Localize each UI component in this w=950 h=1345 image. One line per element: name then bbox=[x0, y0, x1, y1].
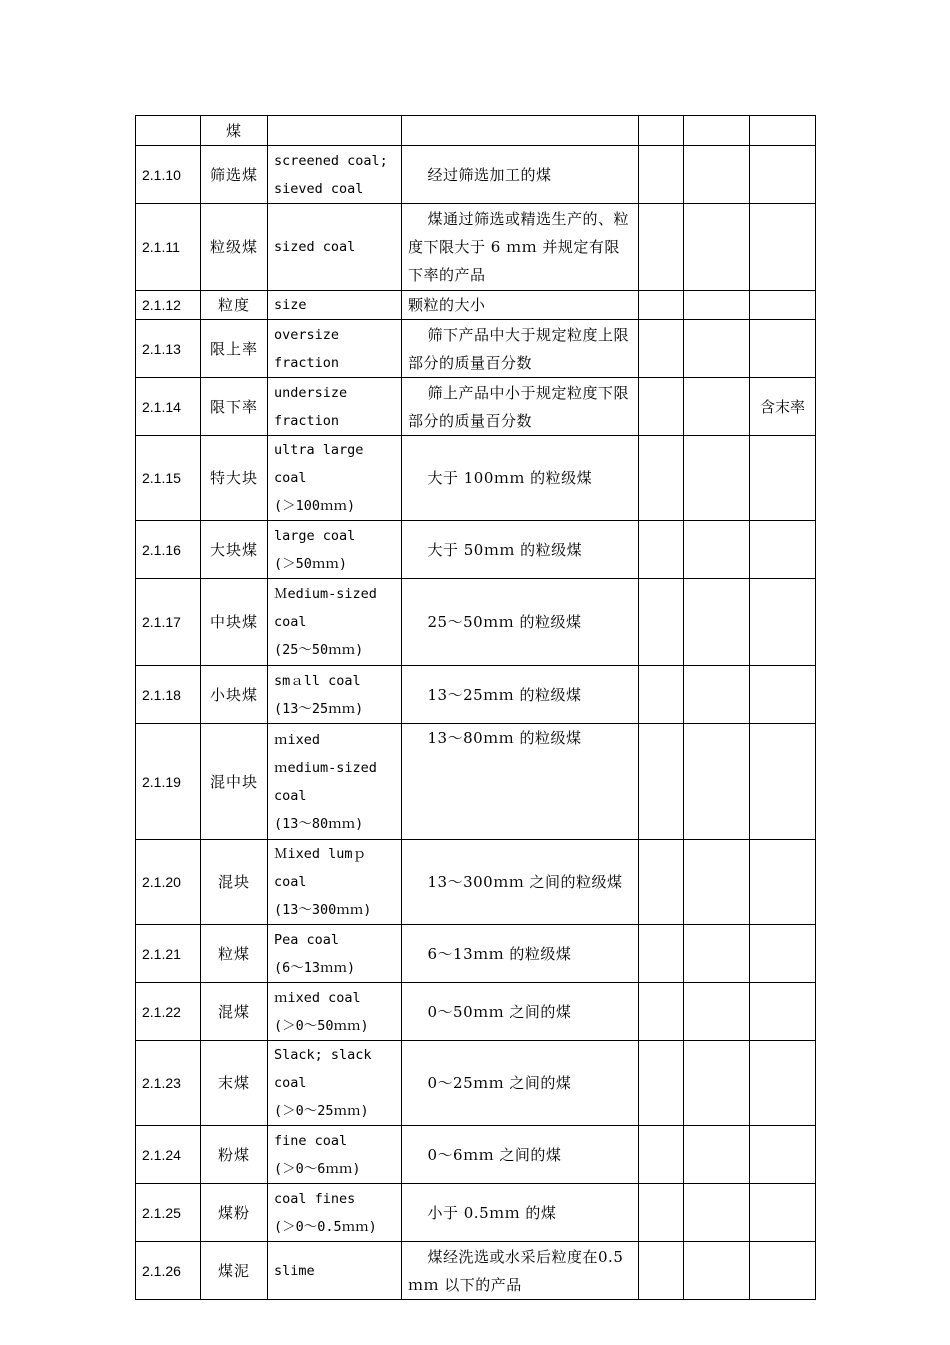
term-number: 2.1.19 bbox=[136, 724, 201, 840]
term-definition bbox=[402, 666, 639, 724]
term-number: 2.1.17 bbox=[136, 579, 201, 666]
table-row bbox=[136, 925, 816, 983]
term-definition-text: 25～50ｍｍ 的粒级煤 bbox=[427, 613, 582, 631]
term-english: ｍixed coal (＞0～50ｍｍ) bbox=[268, 983, 402, 1041]
blank-cell bbox=[684, 925, 750, 983]
term-definition-text: 13～80ｍｍ 的粒级煤 bbox=[427, 729, 582, 747]
term-definition bbox=[402, 521, 639, 579]
term-chinese: 粒度 bbox=[201, 291, 268, 320]
term-english: large coal (＞50ｍｍ) bbox=[268, 521, 402, 579]
term-note: 含末率 bbox=[750, 378, 816, 436]
blank-cell bbox=[684, 1184, 750, 1242]
term-chinese: 粉煤 bbox=[201, 1126, 268, 1184]
blank-cell bbox=[639, 204, 684, 291]
blank-cell bbox=[639, 840, 684, 925]
term-english: Pea coal (6～13ｍｍ) bbox=[268, 925, 402, 983]
term-definition-text: 颗粒的大小 bbox=[408, 296, 486, 314]
term-definition-text: 13～25ｍｍ 的粒级煤 bbox=[427, 685, 582, 704]
term-chinese: 大块煤 bbox=[201, 521, 268, 579]
term-definition bbox=[402, 320, 639, 378]
term-english: Ｍedium-sized coal (25～50ｍｍ) bbox=[268, 579, 402, 666]
blank-cell bbox=[639, 579, 684, 666]
term-definition-text: 经过筛选加工的煤 bbox=[427, 165, 552, 184]
terms-table bbox=[135, 115, 816, 1300]
table-row bbox=[136, 983, 816, 1041]
term-definition bbox=[402, 724, 639, 840]
term-note bbox=[750, 320, 816, 378]
term-definition bbox=[402, 579, 639, 666]
term-number: 2.1.10 bbox=[136, 146, 201, 204]
term-note bbox=[750, 521, 816, 579]
term-chinese: 末煤 bbox=[201, 1041, 268, 1126]
table-row bbox=[136, 116, 816, 146]
term-number: 2.1.11 bbox=[136, 204, 201, 291]
blank-cell bbox=[639, 1184, 684, 1242]
term-english: screened coal; sieved coal bbox=[268, 146, 402, 204]
table-row bbox=[136, 521, 816, 579]
table-row bbox=[136, 1126, 816, 1184]
term-chinese: 煤 bbox=[201, 116, 268, 146]
terms-table-body bbox=[136, 116, 816, 1300]
blank-cell bbox=[684, 378, 750, 436]
term-note bbox=[750, 840, 816, 925]
term-english: fine coal (＞0～6ｍｍ) bbox=[268, 1126, 402, 1184]
blank-cell bbox=[639, 436, 684, 521]
table-row bbox=[136, 378, 816, 436]
table-row bbox=[136, 320, 816, 378]
term-definition-text: 筛上产品中小于规定粒度下限部分的质量百分数 bbox=[408, 383, 630, 430]
term-chinese: 煤粉 bbox=[201, 1184, 268, 1242]
term-note bbox=[750, 291, 816, 320]
blank-cell bbox=[639, 925, 684, 983]
blank-cell bbox=[639, 291, 684, 320]
blank-cell bbox=[639, 1126, 684, 1184]
blank-cell bbox=[639, 724, 684, 840]
term-note bbox=[750, 925, 816, 983]
table-row bbox=[136, 204, 816, 291]
term-note bbox=[750, 146, 816, 204]
blank-cell bbox=[684, 724, 750, 840]
term-definition bbox=[402, 925, 639, 983]
term-number: 2.1.12 bbox=[136, 291, 201, 320]
table-row bbox=[136, 666, 816, 724]
term-number: 2.1.16 bbox=[136, 521, 201, 579]
term-number: 2.1.13 bbox=[136, 320, 201, 378]
term-note bbox=[750, 666, 816, 724]
term-number: 2.1.21 bbox=[136, 925, 201, 983]
term-number: 2.1.18 bbox=[136, 666, 201, 724]
term-number bbox=[136, 116, 201, 146]
term-note bbox=[750, 724, 816, 840]
blank-cell bbox=[684, 579, 750, 666]
term-definition bbox=[402, 1126, 639, 1184]
term-chinese: 煤泥 bbox=[201, 1242, 268, 1300]
term-chinese: 混块 bbox=[201, 840, 268, 925]
term-definition-text: 大于 100ｍｍ 的粒级煤 bbox=[427, 469, 593, 487]
table-row bbox=[136, 579, 816, 666]
term-note bbox=[750, 1126, 816, 1184]
term-definition-text: 0～6ｍｍ 之间的煤 bbox=[427, 1145, 562, 1164]
term-english: smａll coal (13～25ｍｍ) bbox=[268, 666, 402, 724]
table-row bbox=[136, 840, 816, 925]
blank-cell bbox=[684, 436, 750, 521]
term-definition-text: 煤通过筛选或精选生产的、粒度下限大于 6 ｍｍ 并规定有限下率的产品 bbox=[408, 210, 630, 284]
term-chinese: 特大块 bbox=[201, 436, 268, 521]
table-row bbox=[136, 291, 816, 320]
term-chinese: 粒煤 bbox=[201, 925, 268, 983]
blank-cell bbox=[639, 320, 684, 378]
term-definition-text: 6～13ｍｍ 的粒级煤 bbox=[427, 944, 572, 963]
term-english: Slack; slack coal (＞0～25ｍｍ) bbox=[268, 1041, 402, 1126]
table-row bbox=[136, 1242, 816, 1300]
blank-cell bbox=[684, 116, 750, 146]
table-row bbox=[136, 1041, 816, 1126]
term-english: slime bbox=[268, 1242, 402, 1300]
term-definition-text: 小于 0.5ｍｍ 的煤 bbox=[427, 1203, 557, 1222]
term-number: 2.1.20 bbox=[136, 840, 201, 925]
term-definition-text: 大于 50ｍｍ 的粒级煤 bbox=[427, 540, 583, 559]
table-row bbox=[136, 724, 816, 840]
term-definition-text: 0～50ｍｍ 之间的煤 bbox=[427, 1002, 572, 1021]
term-number: 2.1.22 bbox=[136, 983, 201, 1041]
term-chinese: 限上率 bbox=[201, 320, 268, 378]
term-chinese: 中块煤 bbox=[201, 579, 268, 666]
term-english: sized coal bbox=[268, 204, 402, 291]
blank-cell bbox=[684, 320, 750, 378]
blank-cell bbox=[684, 1126, 750, 1184]
term-english: size bbox=[268, 291, 402, 320]
term-definition bbox=[402, 116, 639, 146]
blank-cell bbox=[684, 666, 750, 724]
term-definition-text: 煤经洗选或水采后粒度在0.5ｍｍ 以下的产品 bbox=[408, 1247, 624, 1294]
blank-cell bbox=[639, 983, 684, 1041]
table-row bbox=[136, 146, 816, 204]
term-english: ultra large coal (＞100ｍｍ) bbox=[268, 436, 402, 521]
term-number: 2.1.15 bbox=[136, 436, 201, 521]
term-definition bbox=[402, 146, 639, 204]
table-row bbox=[136, 436, 816, 521]
blank-cell bbox=[639, 666, 684, 724]
blank-cell bbox=[684, 146, 750, 204]
term-chinese: 小块煤 bbox=[201, 666, 268, 724]
blank-cell bbox=[684, 291, 750, 320]
term-english bbox=[268, 116, 402, 146]
term-number: 2.1.23 bbox=[136, 1041, 201, 1126]
term-chinese: 筛选煤 bbox=[201, 146, 268, 204]
blank-cell bbox=[684, 204, 750, 291]
term-definition bbox=[402, 291, 639, 320]
term-chinese: 混煤 bbox=[201, 983, 268, 1041]
blank-cell bbox=[639, 1242, 684, 1300]
term-chinese: 混中块 bbox=[201, 724, 268, 840]
term-definition bbox=[402, 983, 639, 1041]
blank-cell bbox=[684, 521, 750, 579]
term-definition bbox=[402, 1242, 639, 1300]
term-definition bbox=[402, 840, 639, 925]
term-note bbox=[750, 204, 816, 291]
blank-cell bbox=[639, 146, 684, 204]
blank-cell bbox=[684, 840, 750, 925]
term-english: Ｍixed lumｐ coal (13～300ｍｍ) bbox=[268, 840, 402, 925]
blank-cell bbox=[639, 116, 684, 146]
term-definition bbox=[402, 436, 639, 521]
term-definition bbox=[402, 378, 639, 436]
blank-cell bbox=[684, 983, 750, 1041]
term-number: 2.1.24 bbox=[136, 1126, 201, 1184]
term-english: oversize fraction bbox=[268, 320, 402, 378]
term-english: ｍixed ｍedium-sized coal (13～80ｍｍ) bbox=[268, 724, 402, 840]
table-row bbox=[136, 1184, 816, 1242]
term-note bbox=[750, 1242, 816, 1300]
term-number: 2.1.25 bbox=[136, 1184, 201, 1242]
term-english: coal fines (＞0～0.5ｍｍ) bbox=[268, 1184, 402, 1242]
term-note bbox=[750, 1041, 816, 1126]
blank-cell bbox=[639, 378, 684, 436]
term-note bbox=[750, 1184, 816, 1242]
term-note bbox=[750, 116, 816, 146]
term-definition bbox=[402, 204, 639, 291]
term-definition-text: 0～25ｍｍ 之间的煤 bbox=[427, 1074, 572, 1092]
term-note bbox=[750, 579, 816, 666]
term-english: undersize fraction bbox=[268, 378, 402, 436]
term-definition bbox=[402, 1041, 639, 1126]
blank-cell bbox=[639, 1041, 684, 1126]
term-definition bbox=[402, 1184, 639, 1242]
term-note bbox=[750, 983, 816, 1041]
blank-cell bbox=[684, 1041, 750, 1126]
term-number: 2.1.26 bbox=[136, 1242, 201, 1300]
term-number: 2.1.14 bbox=[136, 378, 201, 436]
term-chinese: 限下率 bbox=[201, 378, 268, 436]
term-definition-text: 筛下产品中大于规定粒度上限部分的质量百分数 bbox=[408, 325, 630, 372]
blank-cell bbox=[639, 521, 684, 579]
term-chinese: 粒级煤 bbox=[201, 204, 268, 291]
term-note bbox=[750, 436, 816, 521]
term-definition-text: 13～300ｍｍ 之间的粒级煤 bbox=[427, 873, 623, 891]
blank-cell bbox=[684, 1242, 750, 1300]
